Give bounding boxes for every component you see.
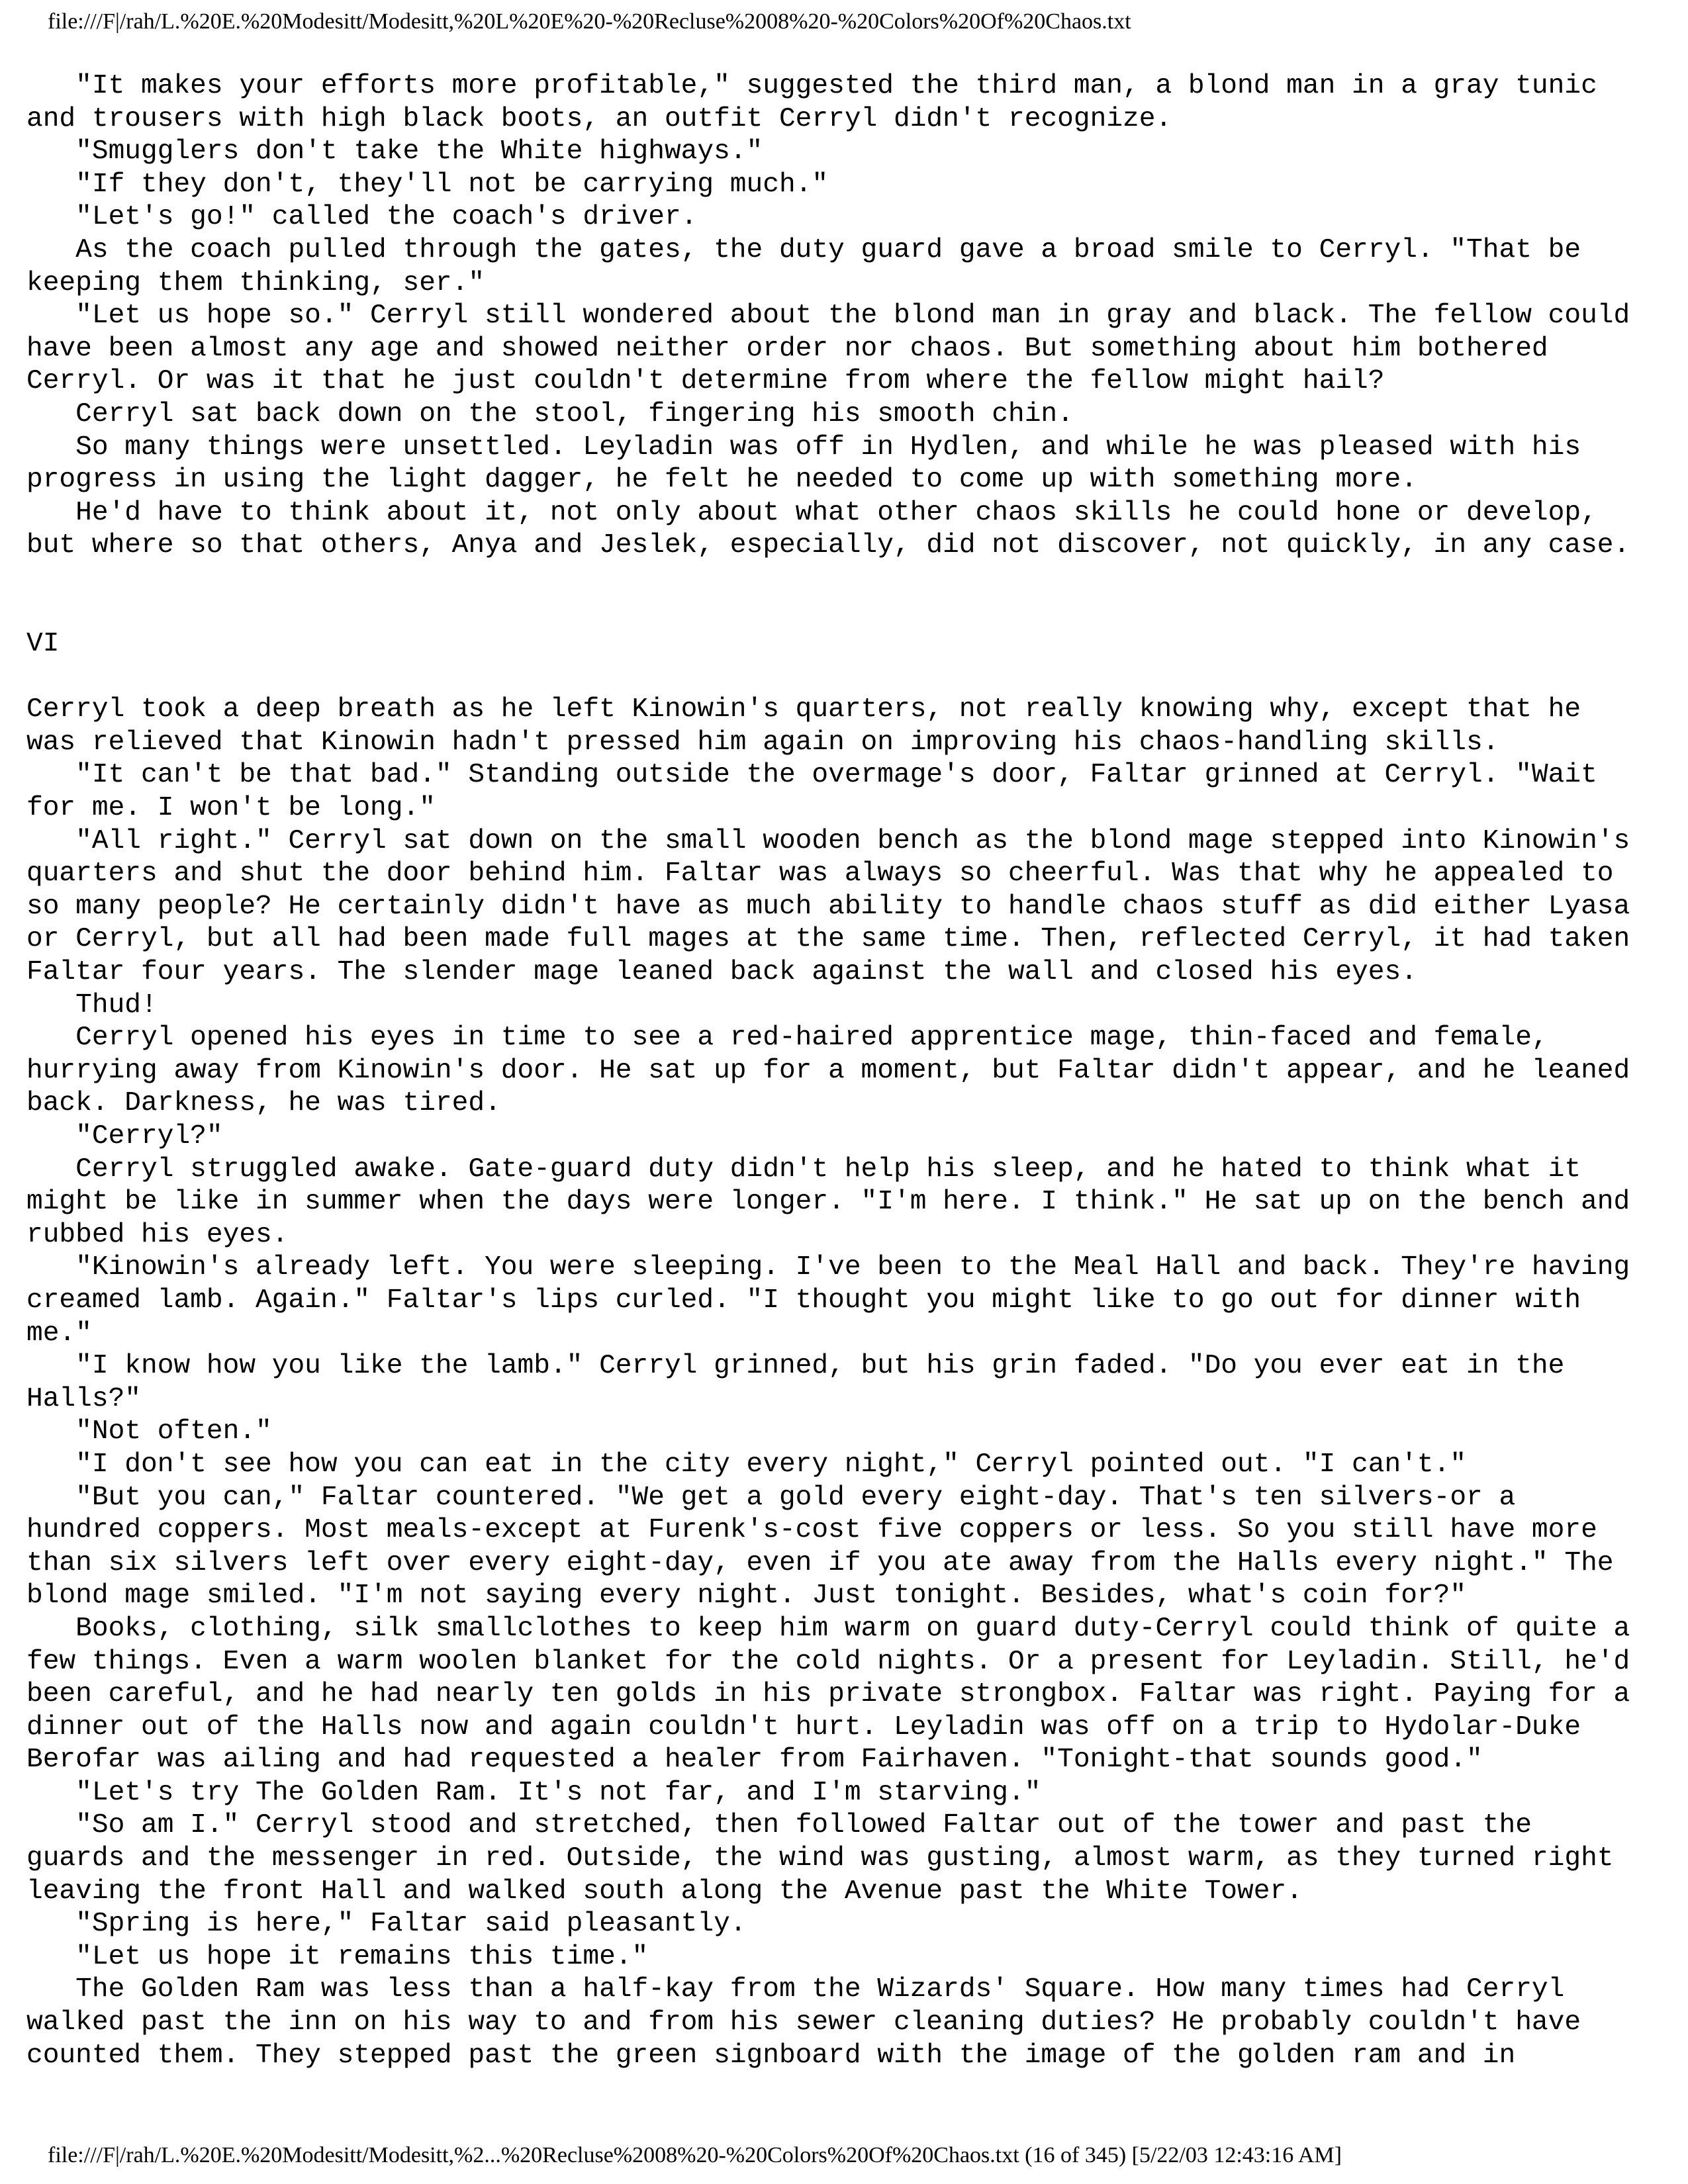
text-line: Faltar four years. The slender mage leaned back against the wall and closed his eyes. bbox=[26, 957, 1417, 988]
text-line: "Not often." bbox=[26, 1416, 272, 1447]
text-line: "Let us hope so." Cerryl still wondered about the blond man in gray and black. The fellow could bbox=[26, 300, 1630, 332]
text-line: Cerryl sat back down on the stool, fingering his smooth chin. bbox=[26, 398, 1074, 430]
text-line: So many things were unsettled. Leyladin was off in Hydlen, and while he was pleased with his bbox=[26, 432, 1581, 463]
text-line: "Cerryl?" bbox=[26, 1121, 223, 1152]
text-line: and trousers with high black boots, an outfit Cerryl didn't recognize. bbox=[26, 103, 1172, 134]
text-line: "It can't be that bad." Standing outside the overmage's door, Faltar grinned at Cerryl. "Wait bbox=[26, 760, 1597, 791]
text-line: blond mage smiled. "I'm not saying every night. Just tonight. Besides, what's coin for?" bbox=[26, 1580, 1467, 1612]
text-line: "Let's try The Golden Ram. It's not far, and I'm starving." bbox=[26, 1777, 1041, 1808]
text-line: might be like in summer when the days were longer. "I'm here. I think." He sat up on the bench and bbox=[26, 1187, 1630, 1218]
text-line: Cerryl struggled awake. Gate-guard duty didn't help his sleep, and he hated to think what it bbox=[26, 1154, 1581, 1185]
text-line: quarters and shut the door behind him. Faltar was always so cheerful. Was that why he appealed to bbox=[26, 858, 1614, 889]
text-line: Berofar was ailing and had requested a healer from Fairhaven. "Tonight-that sounds good." bbox=[26, 1745, 1483, 1776]
text-line: "I don't see how you can eat in the city every night," Cerryl pointed out. "I can't." bbox=[26, 1449, 1467, 1480]
text-line: walked past the inn on his way to and from his sewer cleaning duties? He probably couldn't have bbox=[26, 2007, 1581, 2038]
text-line: As the coach pulled through the gates, the duty guard gave a broad smile to Cerryl. "That be bbox=[26, 234, 1581, 265]
text-line: "But you can," Faltar countered. "We get a gold every eight-day. That's ten silvers-or a bbox=[26, 1482, 1516, 1513]
text-line: counted them. They stepped past the green signboard with the image of the golden ram and in bbox=[26, 2040, 1516, 2071]
text-line: dinner out of the Halls now and again couldn't hurt. Leyladin was off on a trip to Hydolar-Duke bbox=[26, 1711, 1581, 1743]
text-line: The Golden Ram was less than a half-kay from the Wizards' Square. How many times had Cerryl bbox=[26, 1974, 1565, 2005]
text-line: hurrying away from Kinowin's door. He sat up for a moment, but Faltar didn't appear, and he leaned bbox=[26, 1055, 1630, 1086]
text-line: Thud! bbox=[26, 989, 158, 1021]
text-line: guards and the messenger in red. Outside, the wind was gusting, almost warm, as they turned right bbox=[26, 1843, 1614, 1874]
text-line: leaving the front Hall and walked south along the Avenue past the White Tower. bbox=[26, 1876, 1303, 1907]
text-line: or Cerryl, but all had been made full mages at the same time. Then, reflected Cerryl, it had taken bbox=[26, 924, 1630, 955]
text-line bbox=[26, 661, 1668, 694]
text-line: "If they don't, they'll not be carrying much." bbox=[26, 169, 829, 200]
text-line: "Spring is here," Faltar said pleasantly. bbox=[26, 1909, 747, 1940]
text-line: but where so that others, Anya and Jeslek, especially, did not discover, not quickly, in any case. bbox=[26, 530, 1630, 561]
text-line: He'd have to think about it, not only about what other chaos skills he could hone or develop, bbox=[26, 497, 1597, 528]
text-line: "I know how you like the lamb." Cerryl grinned, but his grin faded. "Do you ever eat in the bbox=[26, 1351, 1565, 1382]
text-line: Cerryl took a deep breath as he left Kinowin's quarters, not really knowing why, except that he bbox=[26, 694, 1581, 725]
text-line: have been almost any age and showed neither order nor chaos. But something about him bothered bbox=[26, 333, 1548, 364]
text-line: creamed lamb. Again." Faltar's lips curled. "I thought you might like to go out for dinner with bbox=[26, 1285, 1581, 1316]
text-line: than six silvers left over every eight-day, even if you ate away from the Halls every night." The bbox=[26, 1547, 1614, 1578]
text-line: back. Darkness, he was tired. bbox=[26, 1088, 501, 1119]
text-line: "Smugglers don't take the White highways." bbox=[26, 136, 763, 167]
text-line: Cerryl. Or was it that he just couldn't determine from where the fellow might hail? bbox=[26, 366, 1385, 397]
text-line: Halls?" bbox=[26, 1383, 142, 1414]
text-line: keeping them thinking, ser." bbox=[26, 267, 485, 298]
text-line: "Let's go!" called the coach's driver. bbox=[26, 202, 698, 233]
text-line: "It makes your efforts more profitable," suggested the third man, a blond man in a gray tunic bbox=[26, 71, 1597, 101]
text-line: progress in using the light dagger, he felt he needed to come up with something more. bbox=[26, 465, 1417, 496]
text-line: "All right." Cerryl sat down on the small wooden bench as the blond mage stepped into Kinowin's bbox=[26, 825, 1630, 856]
text-line: Books, clothing, silk smallclothes to keep him warm on guard duty-Cerryl could think of quite a bbox=[26, 1613, 1630, 1644]
footer-file-url: file:///F|/rah/L.%20E.%20Modesitt/Modesitt,%2...%20Recluse%2008%20-%20Colors%20Of%20Chaos.txt (16 of 345) [5/22/03 12:43:16 AM] bbox=[48, 2143, 1342, 2167]
text-line: been careful, and he had nearly ten golds in his private strongbox. Faltar was right. Paying for a bbox=[26, 1679, 1630, 1710]
text-line bbox=[26, 596, 1668, 629]
document-body bbox=[26, 70, 1668, 2072]
text-line: me." bbox=[26, 1318, 92, 1349]
text-line: "Let us hope it remains this time." bbox=[26, 1941, 649, 1972]
text-line: Cerryl opened his eyes in time to see a red-haired apprentice mage, thin-faced and female, bbox=[26, 1023, 1548, 1054]
text-line: "Kinowin's already left. You were sleeping. I've been to the Meal Hall and back. They're having bbox=[26, 1252, 1630, 1283]
header-file-url: file:///F|/rah/L.%20E.%20Modesitt/Modesitt,%20L%20E%20-%20Recluse%2008%20-%20Colors%20Of%20Chaos.txt bbox=[48, 9, 1131, 34]
text-line bbox=[26, 563, 1668, 596]
text-line: few things. Even a warm woolen blanket for the cold nights. Or a present for Leyladin. Still, he'd bbox=[26, 1646, 1630, 1677]
text-line: rubbed his eyes. bbox=[26, 1219, 289, 1250]
text-line: so many people? He certainly didn't have as much ability to handle chaos stuff as did either Lyasa bbox=[26, 891, 1630, 922]
text-line: hundred coppers. Most meals-except at Furenk's-cost five coppers or less. So you still have more bbox=[26, 1515, 1597, 1546]
text-line: VI bbox=[26, 629, 60, 660]
text-line: "So am I." Cerryl stood and stretched, then followed Faltar out of the tower and past the bbox=[26, 1810, 1532, 1841]
text-line: was relieved that Kinowin hadn't pressed him again on improving his chaos-handling skills. bbox=[26, 727, 1499, 758]
text-line: for me. I won't be long." bbox=[26, 793, 436, 824]
